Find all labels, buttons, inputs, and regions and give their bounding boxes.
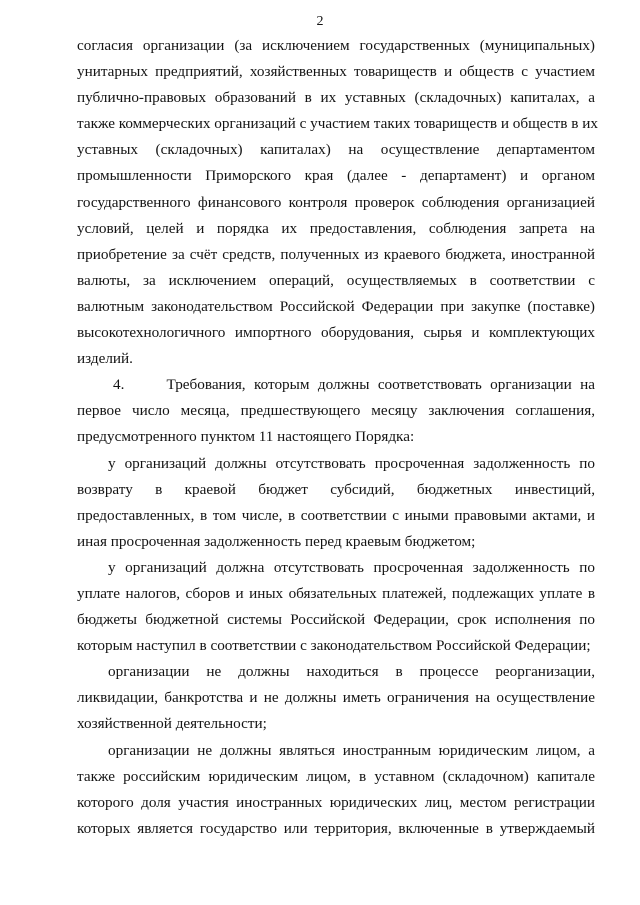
text-line: возврату в краевой бюджет субсидий, бюджетных инвестиций,	[77, 480, 595, 498]
paragraph-consent	[77, 33, 598, 372]
text-line: первое число месяца, предшествующего месяцу заключения соглашения,	[77, 402, 595, 420]
text-line: предоставленных, в том числе, в соответствии с иными правовыми актами, и	[77, 506, 595, 524]
paragraph-reorganization	[77, 659, 595, 737]
text-line: приобретение за счёт средств, полученных из краевого бюджета, иностранной	[77, 245, 595, 263]
text-line: валюты, за исключением операций, осуществляемых в соответствии с	[77, 271, 595, 289]
paragraph-requirements	[77, 372, 595, 450]
text-line: 4. Требования, которым должны соответствовать организации на	[113, 376, 595, 394]
text-line: предусмотренного пунктом 11 настоящего Порядка:	[77, 428, 415, 446]
paragraph-budget-debt	[77, 451, 595, 555]
page-number: 2	[316, 14, 324, 29]
text-line: которого доля участия иностранных юридических лиц, местом регистрации	[77, 793, 595, 811]
text-line: условий, целей и порядка их предоставления, соблюдения запрета на	[77, 219, 595, 237]
text-line: у организаций должны отсутствовать просроченная задолженность по	[108, 454, 595, 472]
text-line: унитарных предприятий, хозяйственных товариществ и обществ с участием	[77, 63, 595, 81]
text-line: согласия организации (за исключением государственных (муниципальных)	[77, 37, 595, 54]
text-line: у организаций должна отсутствовать просроченная задолженность по	[108, 558, 595, 576]
paragraph-foreign-entity	[77, 738, 595, 842]
text-line: иная просроченная задолженность перед краевым бюджетом;	[77, 532, 476, 550]
text-line: государственного финансового контроля проверок соблюдения организацией	[77, 193, 595, 211]
text-line: уставных (складочных) капиталах) на осуществление департаментом	[77, 141, 595, 159]
text-line: организации не должны находиться в процессе реорганизации,	[108, 663, 595, 681]
text-line: ликвидации, банкротства и не должны иметь ограничения на осуществление	[77, 689, 595, 707]
paragraph-tax-debt	[77, 555, 595, 659]
text-line: хозяйственной деятельности;	[77, 715, 267, 733]
text-line: также российским юридическим лицом, в уставном (складочном) капитале	[77, 767, 595, 785]
text-line: которым наступил в соответствии с законодательством Российской Федерации;	[77, 637, 591, 655]
text-line: высокотехнологичного импортного оборудования, сырья и комплектующих	[77, 324, 595, 342]
text-line: которых является государство или территория, включенные в утверждаемый	[77, 819, 595, 837]
text-line: валютным законодательством Российской Федерации при закупке (поставке)	[77, 297, 595, 315]
text-line: изделий.	[77, 350, 133, 368]
text-line: организации не должны являться иностранным юридическим лицом, а	[108, 741, 595, 759]
text-line: промышленности Приморского края (далее - департамент) и органом	[77, 167, 595, 185]
text-line: бюджеты бюджетной системы Российской Федерации, срок исполнения по	[77, 611, 595, 629]
text-line: публично-правовых образований в их уставных (складочных) капиталах, а	[77, 89, 595, 107]
document-body	[77, 33, 598, 842]
text-line: уплате налогов, сборов и иных обязательных платежей, подлежащих уплате в	[77, 584, 595, 602]
text-line: также коммерческих организаций с участием таких товариществ и обществ в их	[77, 115, 598, 133]
